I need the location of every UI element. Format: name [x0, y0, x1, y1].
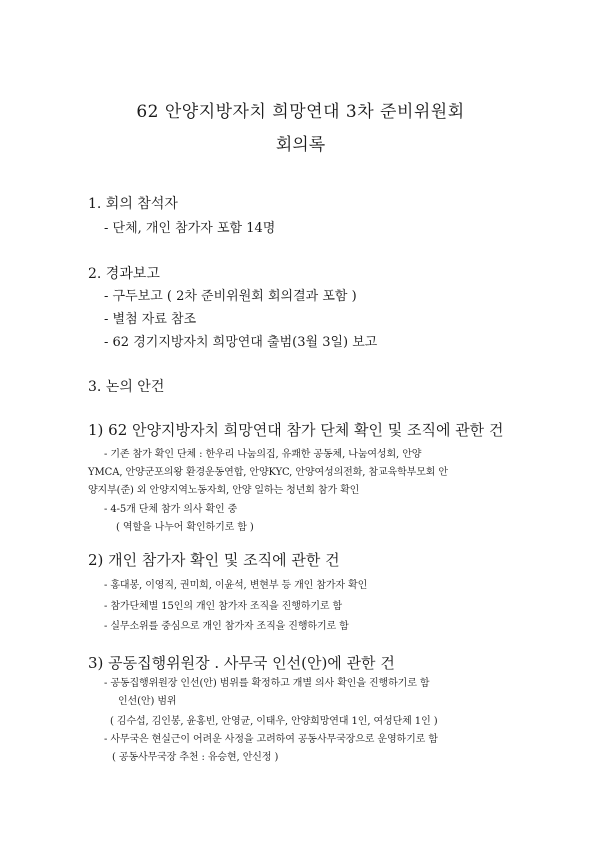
- list-item: - 별첨 자료 참조: [104, 312, 197, 327]
- agenda-line: ( 김수섭, 김인봉, 윤홍빈, 안영균, 이태우, 안양희망연대 1인, 여성단체 1인 ): [110, 716, 438, 727]
- agenda-line: YMCA, 안양군포의왕 환경운동연합, 안양KYC, 안양여성의전화, 참교육학부모회 안: [88, 467, 448, 478]
- list-item: - 62 경기지방자치 희망연대 출범(3월 3일) 보고: [104, 335, 378, 350]
- agenda-line: ( 역할을 나누어 확인하기로 함 ): [116, 522, 254, 533]
- list-item: - 단체, 개인 참가자 포함 14명: [104, 221, 276, 236]
- section-heading-attendees: 1. 회의 참석자: [88, 196, 178, 212]
- agenda-line: - 참가단체별 15인의 개인 참가자 조직을 진행하기로 함: [104, 601, 343, 612]
- agenda-heading-1: 1) 62 안양지방자치 희망연대 참가 단체 확인 및 조직에 관한 건: [88, 421, 504, 439]
- agenda-line: - 홍대봉, 이영직, 권미희, 이윤석, 변현부 등 개인 참가자 확인: [104, 580, 368, 591]
- agenda-line: 양지부(준) 외 안양지역노동자회, 안양 일하는 청년회 참가 확인: [88, 485, 360, 496]
- section-heading-agenda: 3. 논의 안건: [88, 379, 165, 395]
- agenda-line: - 실무소위를 중심으로 개인 참가자 조직을 진행하기로 함: [104, 621, 349, 632]
- agenda-line: 인선(안) 범위: [118, 696, 177, 707]
- list-item: - 구두보고 ( 2차 준비위원회 회의결과 포함 ): [104, 289, 357, 304]
- document-title: 62 안양지방자치 희망연대 3차 준비위원회: [136, 102, 465, 122]
- agenda-line: - 사무국은 현실근이 어려운 사정을 고려하여 공동사무국장으로 운영하기로 함: [104, 734, 438, 745]
- agenda-line: - 공동집행위원장 인선(안) 범위를 확정하고 개별 의사 확인을 진행하기로 함: [104, 678, 430, 689]
- agenda-line: ( 공동사무국장 추천 : 유승현, 안신정 ): [112, 752, 279, 763]
- agenda-line: - 4-5개 단체 참가 의사 확인 중: [104, 504, 238, 515]
- agenda-heading-2: 2) 개인 참가자 확인 및 조직에 관한 건: [88, 551, 340, 569]
- section-heading-progress-report: 2. 경과보고: [88, 266, 160, 282]
- agenda-heading-3: 3) 공동집행위원장 . 사무국 인선(안)에 관한 건: [88, 654, 395, 672]
- document-subtitle: 회의록: [275, 135, 326, 155]
- agenda-line: - 기존 참가 확인 단체 : 한우리 나눔의집, 유쾌한 공동체, 나눔여성회, 안양: [104, 449, 422, 460]
